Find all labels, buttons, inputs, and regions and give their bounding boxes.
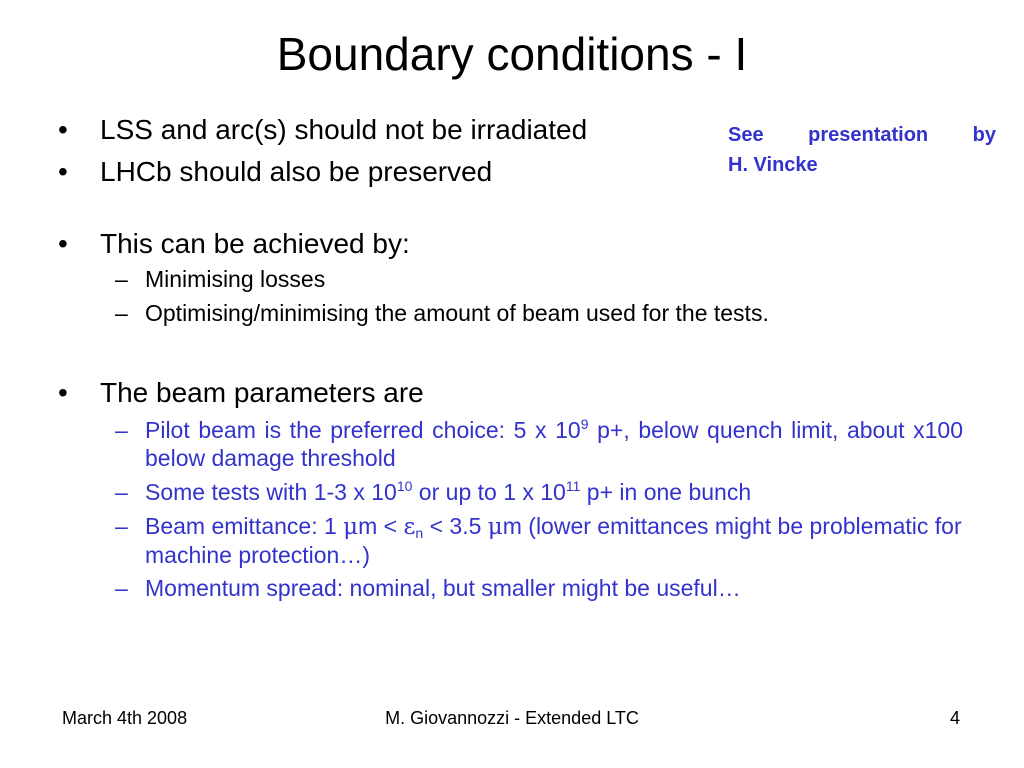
exponent: 9 (580, 416, 589, 432)
bullet-point (58, 376, 424, 410)
sub-bullet (115, 299, 963, 327)
bullet-text: LHCb should also be preserved (100, 156, 493, 187)
bullet-glyph: • (58, 114, 68, 145)
dash-glyph: – (115, 300, 128, 326)
bullet-glyph: • (58, 377, 68, 408)
reference-note (728, 120, 996, 180)
text-fragment: Momentum spread: nominal, but smaller might be useful… (145, 575, 741, 601)
dash-glyph: – (115, 417, 128, 443)
mu-symbol: μ (487, 514, 503, 540)
bullet-point (58, 227, 410, 261)
sub-bullet-pilot-beam (115, 416, 963, 472)
text-fragment: < 3.5 (423, 513, 488, 539)
epsilon-symbol: ε (403, 514, 416, 540)
dash-glyph: – (115, 266, 128, 292)
slide-title: Boundary conditions - I (276, 28, 748, 80)
bullet-glyph: • (58, 156, 68, 187)
text-fragment: p+, below quench limit, about x100 below damage threshold (145, 417, 963, 471)
mu-symbol: μ (343, 514, 359, 540)
bullet-point (58, 155, 493, 189)
sub-bullet-momentum (115, 574, 963, 602)
bullet-text: This can be achieved by: (100, 228, 410, 259)
bullet-point (58, 113, 588, 147)
text-fragment: Some tests with 1-3 x 10 (145, 479, 397, 505)
dash-glyph: – (115, 479, 128, 505)
bullet-text: The beam parameters are (100, 377, 424, 408)
exponent: 11 (565, 478, 581, 494)
footer-date: March 4th 2008 (62, 708, 188, 728)
dash-glyph: – (115, 575, 128, 601)
dash-glyph: – (115, 513, 128, 539)
sub-bullet (115, 265, 963, 293)
bullet-glyph: • (58, 228, 68, 259)
slide-number: 4 (950, 708, 961, 728)
footer-author: M. Giovannozzi - Extended LTC (385, 708, 639, 728)
subscript: n (415, 525, 424, 541)
sub-bullet-text: Minimising losses (145, 266, 326, 292)
text-fragment: Beam emittance: 1 (145, 513, 344, 539)
text-fragment: m < (358, 513, 404, 539)
text-fragment: or up to 1 x 10 (412, 479, 566, 505)
note-line: H. Vincke (728, 154, 818, 176)
bullet-text: LSS and arc(s) should not be irradiated (100, 114, 588, 145)
sub-bullet-emittance (115, 512, 963, 569)
sub-bullet-text: Optimising/minimising the amount of beam used for the tests. (145, 300, 769, 326)
note-line: See presentation by (728, 124, 996, 146)
text-fragment: Pilot beam is the preferred choice: 5 x 10 (145, 417, 581, 443)
sub-bullet-tests (115, 478, 963, 506)
text-fragment: m (lower emittances might be problematic for machine protection…) (145, 513, 962, 568)
text-fragment: p+ in one bunch (580, 479, 752, 505)
exponent: 10 (396, 478, 413, 494)
